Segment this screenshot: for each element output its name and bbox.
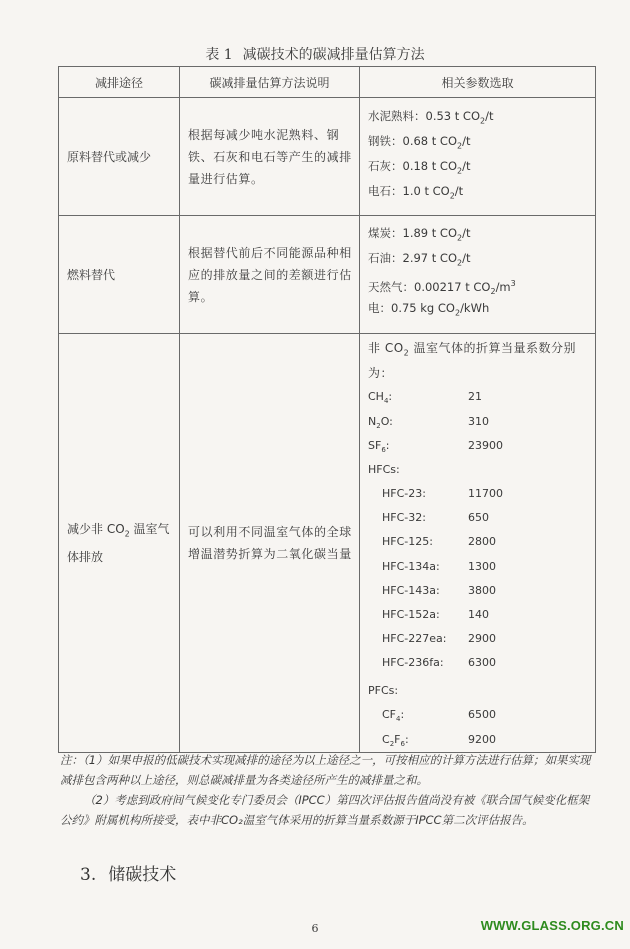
row2-path: 燃料替代 bbox=[59, 216, 180, 334]
table-row bbox=[59, 334, 596, 753]
gas-row: $CF_4$: 6500 bbox=[382, 708, 496, 724]
header-path: 减排途径 bbox=[59, 67, 180, 98]
row2-params bbox=[360, 216, 596, 334]
section-title: 储碳技术 bbox=[108, 865, 177, 885]
gas-row: HFC-227ea: 2900 bbox=[382, 632, 496, 646]
gwp-intro: 非 $CO_2$ 温室气体的折算当量系数分别为： bbox=[368, 341, 577, 381]
param-line: 水泥熟料：0.53 t $CO_2/t$ bbox=[368, 109, 494, 126]
gas-row: $C_2F_6$: 9200 bbox=[382, 732, 496, 748]
table-title bbox=[0, 44, 630, 64]
table-row bbox=[59, 216, 596, 334]
table-row bbox=[59, 98, 596, 216]
row1-path: 原料替代或减少 bbox=[59, 98, 180, 216]
gas-row: HFC-143a: 3800 bbox=[382, 583, 496, 597]
gas-row: HFC-125: 2800 bbox=[382, 535, 496, 549]
param-line: 石油：2.97 t $CO_2/t$ bbox=[368, 251, 471, 268]
table-header-row bbox=[59, 67, 596, 98]
param-line: 电石：1.0 t $CO_2/t$ bbox=[368, 184, 464, 201]
gas-row: $CH_4$: 21 bbox=[368, 390, 482, 406]
table-number: 表 1 bbox=[205, 47, 233, 63]
watermark: WWW.GLASS.ORG.CN bbox=[480, 918, 624, 933]
header-params: 相关参数选取 bbox=[360, 67, 596, 98]
param-line: 电：0.75 kg $CO_2$/kWh bbox=[368, 301, 490, 318]
note-2: （2）考虑到政府间气候变化专门委员会（IPCC）第四次评估报告值尚没有被《联合国气候变化框架公约》附属机构所接受，表中非CO₂温室气体采用的折算当量系数源于IPCC第二次评估报告。 bbox=[60, 793, 590, 827]
gas-row: HFC-23: 11700 bbox=[382, 486, 503, 500]
table-caption: 减碳技术的碳减排量估算方法 bbox=[242, 47, 425, 63]
row1-params bbox=[360, 98, 596, 216]
page-number: 6 bbox=[311, 922, 319, 935]
gas-row: HFC-134a: 1300 bbox=[382, 559, 496, 573]
section-number: 3. bbox=[80, 865, 97, 885]
hfcs-label: HFCs: bbox=[368, 462, 400, 476]
carbon-reduction-table bbox=[58, 66, 596, 753]
param-line: 石灰：0.18 t $CO_2/t$ bbox=[368, 159, 471, 176]
row1-method: 根据每减少吨水泥熟料、钢铁、石灰和电石等产生的减排量进行估算。 bbox=[180, 98, 360, 216]
pfcs-label: PFCs: bbox=[368, 684, 399, 698]
row3-method: 可以利用不同温室气体的全球增温潜势折算为二氧化碳当量 bbox=[180, 334, 360, 753]
gas-row: $SF_6$: 23900 bbox=[368, 438, 503, 454]
param-line: 煤炭：1.89 t $CO_2/t$ bbox=[368, 226, 471, 243]
param-line: 钢铁：0.68 t $CO_2/t$ bbox=[368, 134, 471, 151]
param-line: 天然气：0.00217 t $CO_2/m^3$ bbox=[368, 279, 516, 297]
row3-path: 减少非 $CO_2$ 温室气 体排放 bbox=[59, 334, 180, 753]
header-method: 碳减排量估算方法说明 bbox=[180, 67, 360, 98]
row3-params bbox=[360, 334, 596, 753]
gas-row: $N_2O$: 310 bbox=[368, 414, 489, 430]
table-notes bbox=[60, 750, 600, 830]
gas-row: HFC-32: 650 bbox=[382, 511, 489, 525]
note-1: 注：（1）如果申报的低碳技术实现减排的途径为以上途径之一，可按相应的计算方法进行估算；如果实现减排包含两种以上途径，则总碳减排量为各类途径所产生的减排量之和。 bbox=[60, 753, 591, 787]
row2-method: 根据替代前后不同能源品种相应的排放量之间的差额进行估算。 bbox=[180, 216, 360, 334]
section-heading bbox=[80, 860, 176, 885]
gas-row: HFC-152a: 140 bbox=[382, 607, 489, 621]
gas-row: HFC-236fa: 6300 bbox=[382, 656, 496, 670]
